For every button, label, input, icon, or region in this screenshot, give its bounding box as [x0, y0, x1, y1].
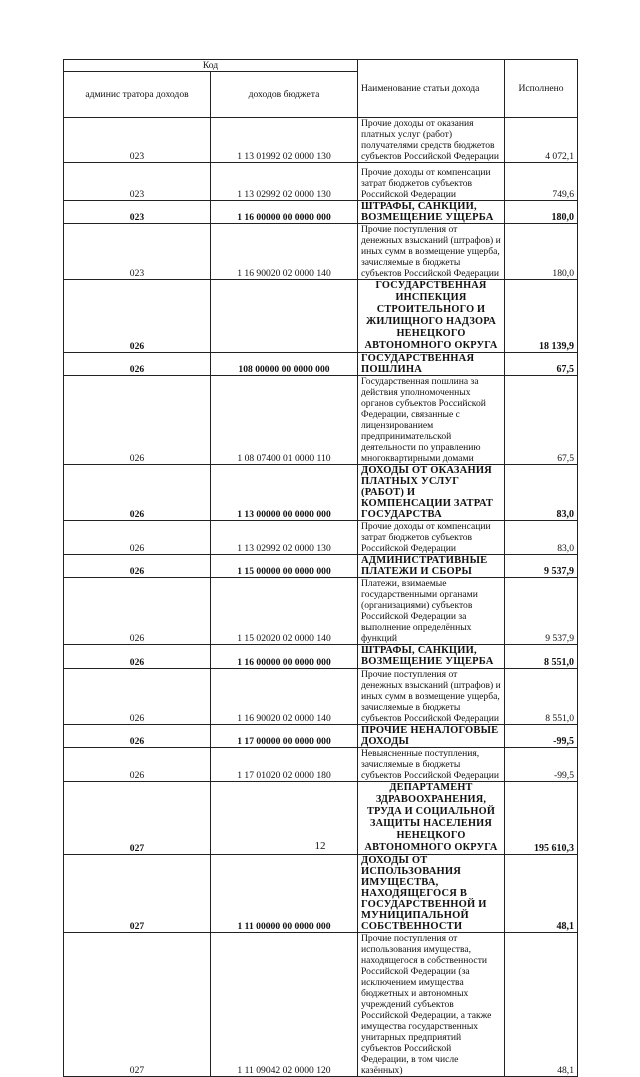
page-number: 12	[314, 840, 326, 852]
table-row	[64, 645, 578, 669]
income-name-cell: ГОСУДАРСТВЕННАЯ ПОШЛИНА	[358, 353, 505, 376]
admin-code-cell: 023	[64, 224, 211, 280]
header-executed: Исполнено	[505, 60, 578, 118]
header-income-name: Наименование статьи дохода	[358, 60, 505, 118]
amount-cell: 8 551,0	[505, 645, 578, 669]
budget-table	[63, 59, 578, 1077]
table-row	[64, 521, 578, 555]
income-code-cell: 1 13 02992 02 0000 130	[211, 163, 358, 201]
amount-cell: 83,0	[505, 521, 578, 555]
income-name-cell: ГОСУДАРСТВЕННАЯ ИНСПЕКЦИЯ СТРОИТЕЛЬНОГО И ЖИЛИЩНОГО НАДЗОРА НЕНЕЦКОГО АВТОНОМНОГО ОКРУГА	[358, 280, 505, 353]
admin-code-cell: 026	[64, 353, 211, 376]
admin-code-cell: 026	[64, 578, 211, 645]
amount-cell: 180,0	[505, 201, 578, 224]
table-row	[64, 224, 578, 280]
income-name-cell: ДЕПАРТАМЕНТ ЗДРАВООХРАНЕНИЯ, ТРУДА И СОЦИАЛЬНОЙ ЗАЩИТЫ НАСЕЛЕНИЯ НЕНЕЦКОГО АВТОНОМНОГО ОКРУГА	[358, 782, 505, 855]
admin-code-cell: 026	[64, 521, 211, 555]
income-code-cell: 1 15 00000 00 0000 000	[211, 555, 358, 578]
admin-code-cell: 027	[64, 782, 211, 855]
admin-code-cell: 026	[64, 645, 211, 669]
amount-cell: 48,1	[505, 933, 578, 1077]
table-row	[64, 578, 578, 645]
admin-code-cell: 027	[64, 933, 211, 1077]
amount-cell: 180,0	[505, 224, 578, 280]
income-name-cell: Платежи, взимаемые государственными органами (организациями) субъектов Российской Федерации за выполнение определённых функций	[358, 578, 505, 645]
amount-cell: 195 610,3	[505, 782, 578, 855]
amount-cell: 67,5	[505, 353, 578, 376]
amount-cell: -99,5	[505, 748, 578, 782]
amount-cell: -99,5	[505, 725, 578, 748]
amount-cell: 4 072,1	[505, 118, 578, 163]
table-row	[64, 353, 578, 376]
income-name-cell: Невыясненные поступления, зачисляемые в бюджеты субъектов Российской Федерации	[358, 748, 505, 782]
admin-code-cell: 027	[64, 855, 211, 933]
income-name-cell: АДМИНИСТРАТИВНЫЕ ПЛАТЕЖИ И СБОРЫ	[358, 555, 505, 578]
admin-code-cell: 023	[64, 118, 211, 163]
income-code-cell: 1 16 00000 00 0000 000	[211, 645, 358, 669]
amount-cell: 8 551,0	[505, 669, 578, 725]
amount-cell: 18 139,9	[505, 280, 578, 353]
income-code-cell: 1 17 00000 00 0000 000	[211, 725, 358, 748]
admin-code-cell: 026	[64, 465, 211, 521]
admin-code-cell: 026	[64, 669, 211, 725]
table-row	[64, 376, 578, 465]
admin-code-cell: 023	[64, 163, 211, 201]
admin-code-cell: 026	[64, 748, 211, 782]
income-name-cell: Прочие доходы от оказания платных услуг (работ) получателями средств бюджетов субъектов Российской Федерации	[358, 118, 505, 163]
income-code-cell: 1 11 00000 00 0000 000	[211, 855, 358, 933]
income-name-cell: ШТРАФЫ, САНКЦИИ, ВОЗМЕЩЕНИЕ УЩЕРБА	[358, 201, 505, 224]
income-name-cell: Прочие доходы от компенсации затрат бюджетов субъектов Российской Федерации	[358, 163, 505, 201]
table-row	[64, 669, 578, 725]
income-code-cell: 1 13 00000 00 0000 000	[211, 465, 358, 521]
income-name-cell: ПРОЧИЕ НЕНАЛОГОВЫЕ ДОХОДЫ	[358, 725, 505, 748]
table-row	[64, 855, 578, 933]
amount-cell: 749,6	[505, 163, 578, 201]
amount-cell: 9 537,9	[505, 578, 578, 645]
amount-cell: 48,1	[505, 855, 578, 933]
income-name-cell: ШТРАФЫ, САНКЦИИ, ВОЗМЕЩЕНИЕ УЩЕРБА	[358, 645, 505, 669]
table-row	[64, 748, 578, 782]
income-code-cell: 1 08 07400 01 0000 110	[211, 376, 358, 465]
income-code-cell: 1 13 02992 02 0000 130	[211, 521, 358, 555]
income-name-cell: ДОХОДЫ ОТ ОКАЗАНИЯ ПЛАТНЫХ УСЛУГ (РАБОТ) И КОМПЕНСАЦИИ ЗАТРАТ ГОСУДАРСТВА	[358, 465, 505, 521]
table-row	[64, 280, 578, 353]
header-admin-code: админис тратора доходов	[64, 72, 211, 118]
income-code-cell: 1 16 90020 02 0000 140	[211, 669, 358, 725]
income-code-cell: 1 17 01020 02 0000 180	[211, 748, 358, 782]
admin-code-cell: 026	[64, 376, 211, 465]
income-code-cell: 1 11 09042 02 0000 120	[211, 933, 358, 1077]
table-row	[64, 465, 578, 521]
income-code-cell: 108 00000 00 0000 000	[211, 353, 358, 376]
income-code-cell: 1 15 02020 02 0000 140	[211, 578, 358, 645]
income-name-cell: Прочие поступления от использования имущества, находящегося в собственности Российской Федерации (за исключением имущества бюджетных и автономных учреждений субъектов Российской Федерации, а также имущества государственных унитарных предприятий субъектов Российской Федерации, в том числе казённых)	[358, 933, 505, 1077]
table-row	[64, 163, 578, 201]
admin-code-cell: 023	[64, 201, 211, 224]
header-code-group: Код	[64, 60, 358, 72]
admin-code-cell: 026	[64, 725, 211, 748]
header-income-code: доходов бюджета	[211, 72, 358, 118]
amount-cell: 67,5	[505, 376, 578, 465]
table-row	[64, 555, 578, 578]
income-name-cell: Прочие доходы от компенсации затрат бюджетов субъектов Российской Федерации	[358, 521, 505, 555]
income-name-cell: Прочие поступления от денежных взысканий (штрафов) и иных сумм в возмещение ущерба, зачисляемые в бюджеты субъектов Российской Федерации	[358, 669, 505, 725]
income-code-cell: 1 16 00000 00 0000 000	[211, 201, 358, 224]
table-row	[64, 725, 578, 748]
table-row	[64, 118, 578, 163]
admin-code-cell: 026	[64, 280, 211, 353]
income-name-cell: Прочие поступления от денежных взысканий (штрафов) и иных сумм в возмещение ущерба, зачисляемые в бюджеты субъектов Российской Федерации	[358, 224, 505, 280]
admin-code-cell: 026	[64, 555, 211, 578]
table-body	[64, 118, 578, 1077]
income-name-cell: Государственная пошлина за действия уполномоченных органов субъектов Российской Федерации, связанные с лицензированием предпринимательской деятельности по управлению многоквартирными домами	[358, 376, 505, 465]
income-name-cell: ДОХОДЫ ОТ ИСПОЛЬЗОВАНИЯ ИМУЩЕСТВА, НАХОДЯЩЕГОСЯ В ГОСУДАРСТВЕННОЙ И МУНИЦИПАЛЬНОЙ СОБСТВЕННОСТИ	[358, 855, 505, 933]
amount-cell: 9 537,9	[505, 555, 578, 578]
income-code-cell: 1 13 01992 02 0000 130	[211, 118, 358, 163]
income-code-cell: 1 16 90020 02 0000 140	[211, 224, 358, 280]
table-row	[64, 933, 578, 1077]
table-row	[64, 201, 578, 224]
income-code-cell	[211, 280, 358, 353]
amount-cell: 83,0	[505, 465, 578, 521]
